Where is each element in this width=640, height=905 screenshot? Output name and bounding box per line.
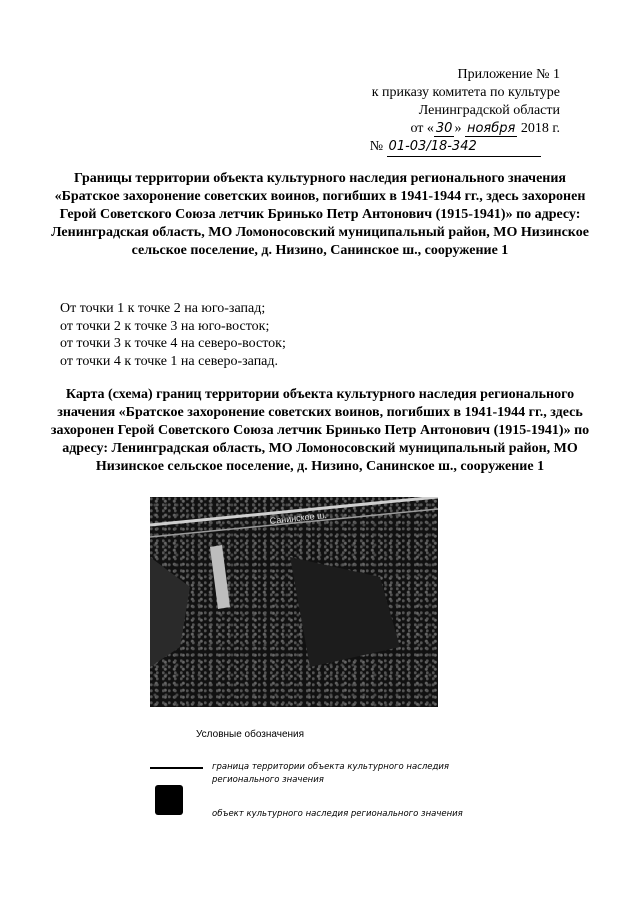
appendix-number: Приложение № 1 bbox=[457, 67, 560, 82]
date-day: 30 bbox=[435, 121, 453, 136]
map-title: Карта (схема) границ территории объекта культурного наследия регионального значения «Братское захоронение советских воинов, погибших в 1941-1944 гг., здесь захоронен Герой Советского Союза летчик Бринько Петр Антонович (1915-1941)» по адресу: Ленинградская область, МО Ломоносовский муниципальный район, МО Низинское сельское поселение, д. Низино, Санинское ш., сооружение 1 bbox=[50, 387, 590, 474]
terrain-patch bbox=[150, 557, 190, 667]
appendix-order-number bbox=[370, 138, 560, 157]
map-road-label: Санинское ш. bbox=[269, 510, 328, 526]
map-overlay bbox=[150, 497, 438, 707]
satellite-map bbox=[150, 497, 438, 707]
date-month: ноября bbox=[466, 121, 516, 136]
terrain-patch bbox=[290, 557, 400, 667]
legend-boundary-label: граница территории объекта культурного наследия регионального значения bbox=[212, 762, 450, 785]
direction-item: от точки 4 к точке 1 на северо-запад. bbox=[60, 353, 279, 369]
legend-boundary-line bbox=[150, 767, 203, 769]
date-prefix: от « bbox=[410, 121, 434, 136]
direction-item: От точки 1 к точке 2 на юго-запад; bbox=[60, 301, 266, 316]
monument-shape bbox=[210, 545, 230, 609]
date-sep: » bbox=[454, 121, 462, 136]
appendix-region: Ленинградской области bbox=[418, 103, 560, 118]
order-number: 01-03/18-342 bbox=[387, 138, 541, 157]
legend-object-square bbox=[155, 785, 183, 815]
boundaries-title: Границы территории объекта культурного наследия регионального значения «Братское захоронение советских воинов, погибших в 1941-1944 гг., здесь захоронен Герой Советского Союза летчик Бринько Петр Антонович (1915-1941)» по адресу: Ленинградская область, МО Ломоносовский муниципальный район, МО Низинское сельское поселение, д. Низино, Санинское ш., сооружение 1 bbox=[51, 171, 589, 258]
appendix-header bbox=[369, 66, 560, 157]
legend-object-label: объект культурного наследия регионального значения bbox=[212, 809, 463, 819]
number-prefix: № bbox=[369, 139, 384, 154]
directions-list bbox=[60, 300, 286, 370]
direction-item: от точки 2 к точке 3 на юго-восток; bbox=[60, 318, 270, 334]
legend-title: Условные обозначения bbox=[196, 729, 305, 740]
appendix-order-ref: к приказу комитета по культуре bbox=[371, 85, 560, 100]
direction-item: от точки 3 к точке 4 на северо-восток; bbox=[60, 336, 286, 351]
date-year: 2018 г. bbox=[520, 121, 560, 136]
appendix-date bbox=[372, 120, 560, 138]
